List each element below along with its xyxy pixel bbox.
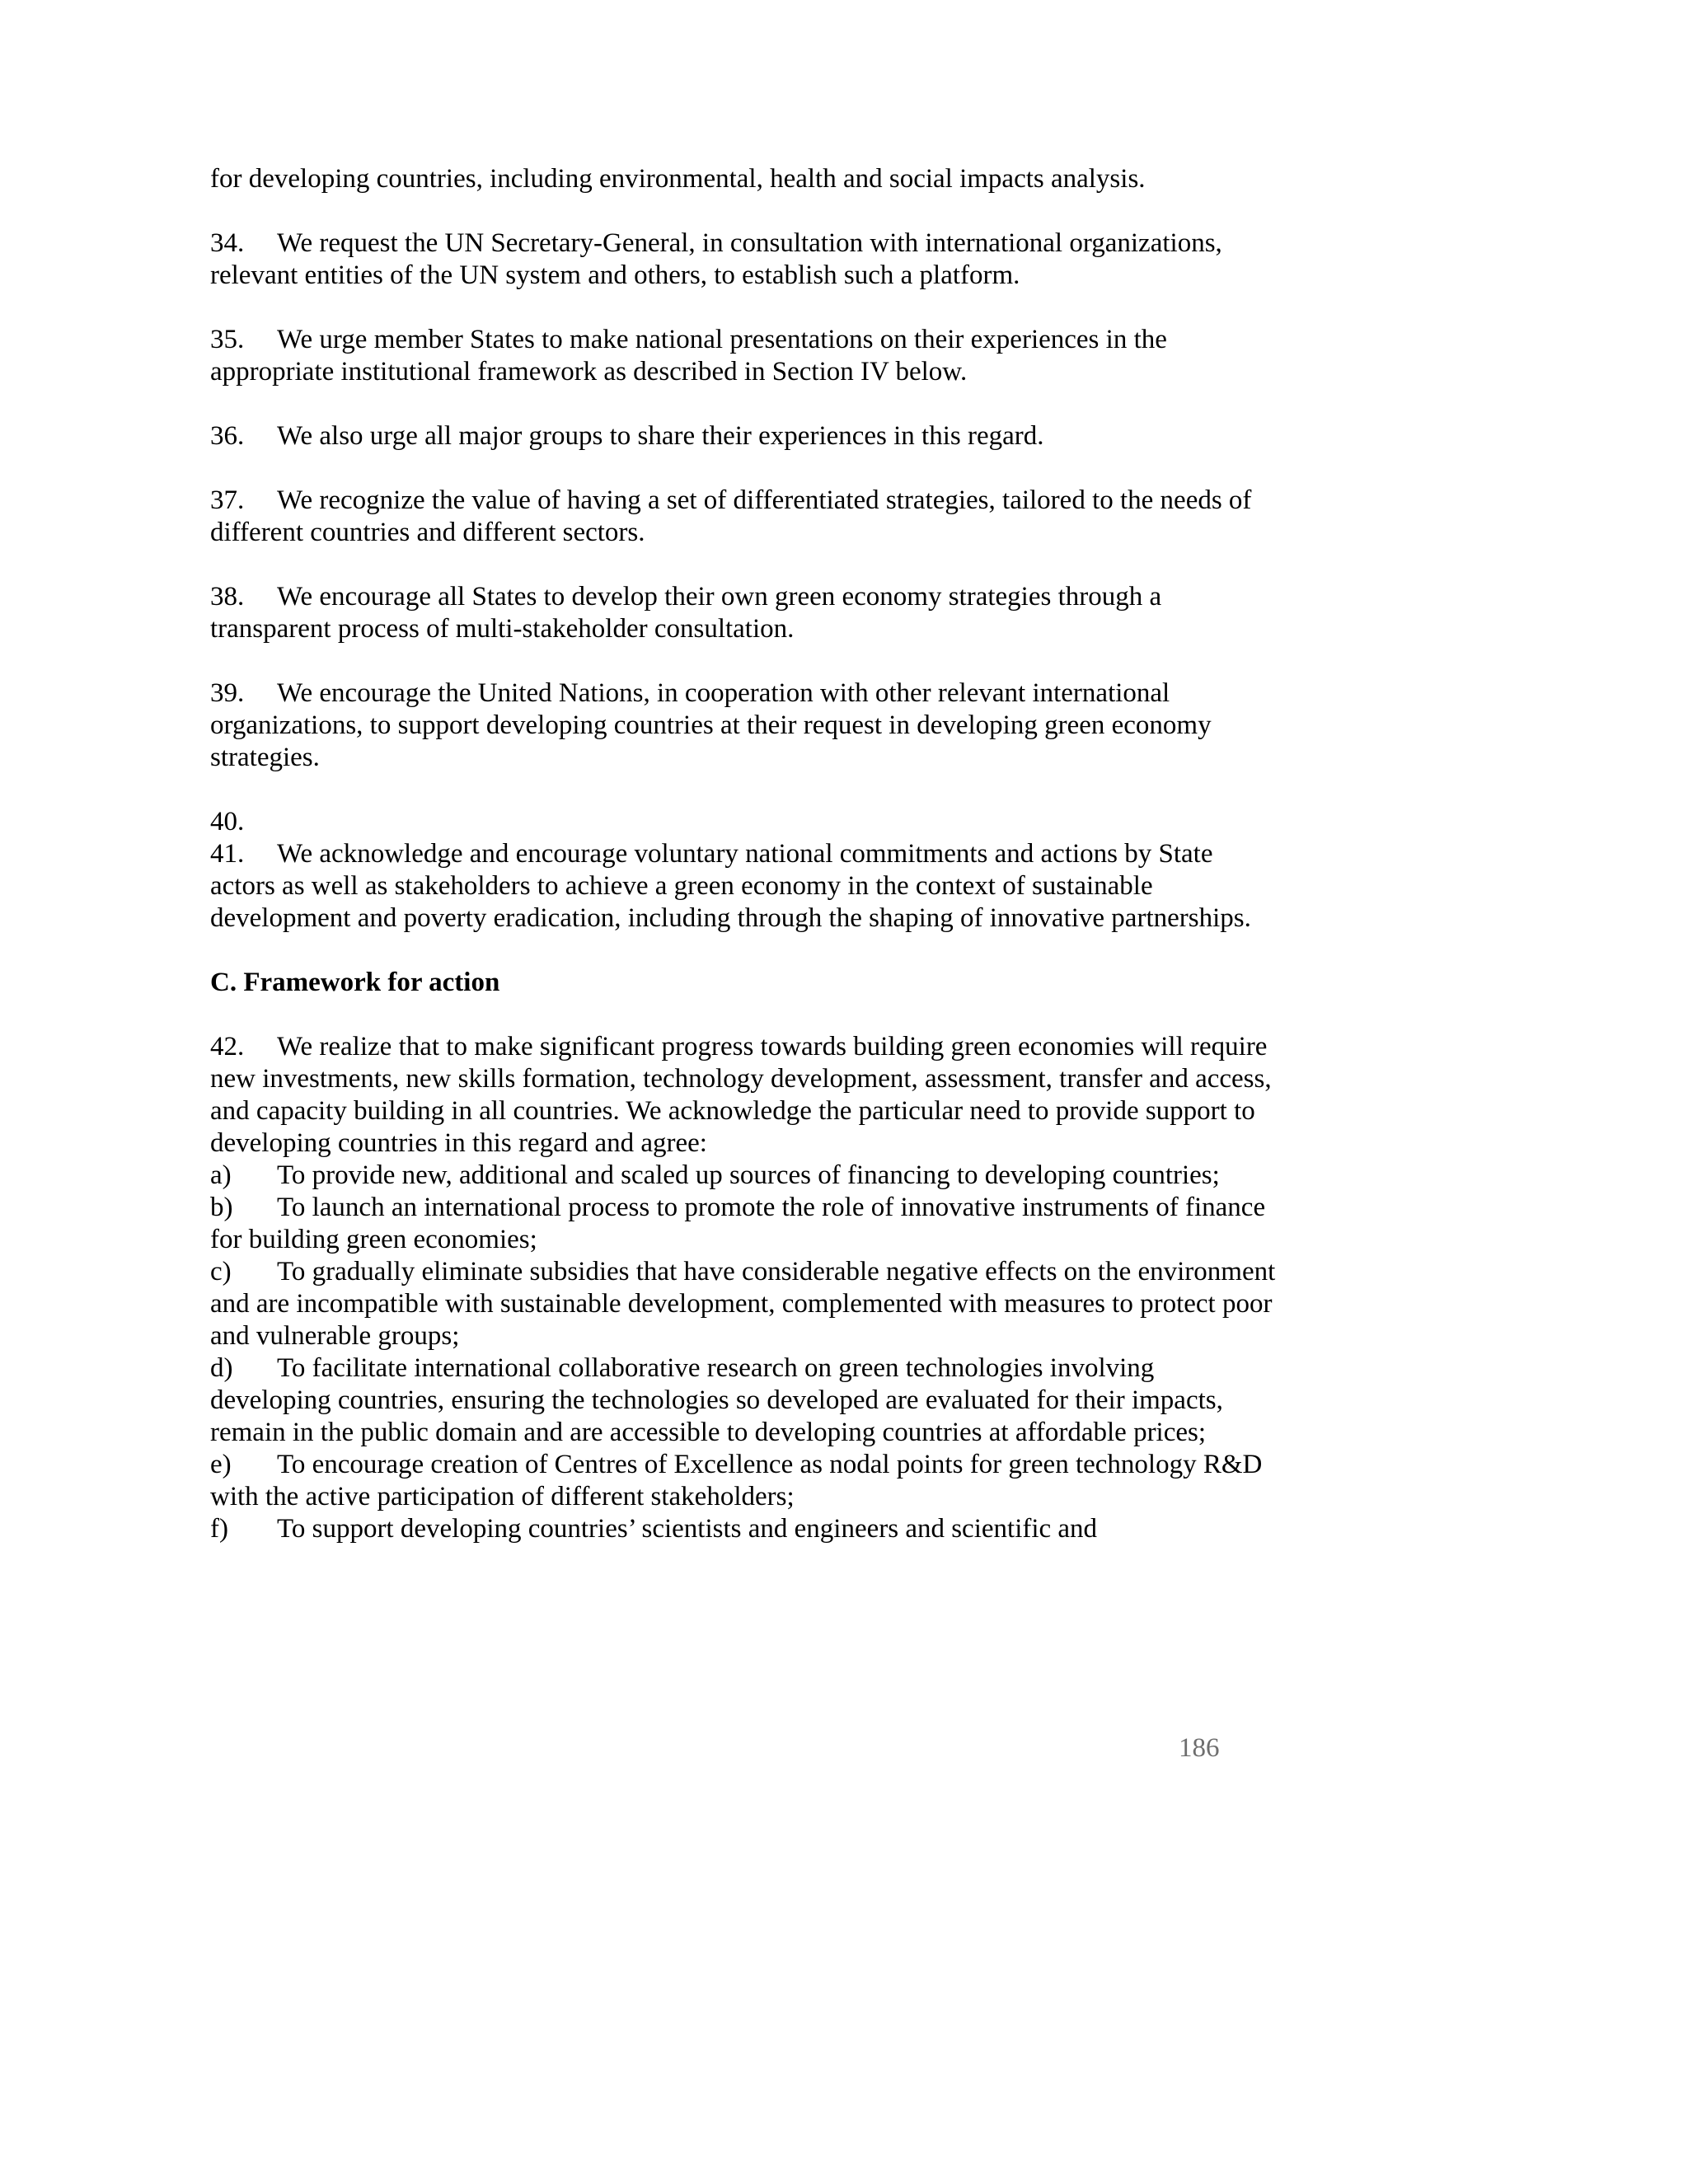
list-item-text: To support developing countries’ scientists and engineers and scientific and [277,1514,1098,1544]
list-item-label: d) [210,1353,233,1383]
paragraph-39 [210,677,1282,774]
continuation-text: for developing countries, including environmental, health and social impacts analysis. [210,164,1146,194]
document-page [210,163,1282,1545]
paragraph-number: 35. [210,325,245,354]
paragraph-37 [210,485,1282,549]
paragraph-text: We recognize the value of having a set of differentiated strategies, tailored to the needs of different countries and different sectors. [210,485,1252,547]
list-item-text: To gradually eliminate subsidies that have considerable negative effects on the environment and are incompatible with sustainable development, complemented with measures to protect poor and vulnerable groups; [210,1257,1276,1351]
paragraph-number: 39. [210,678,245,708]
section-heading: C. Framework for action [210,968,500,997]
paragraph-text: We encourage the United Nations, in cooperation with other relevant international organizations, to support developing countries at their request in developing green economy strategies. [210,678,1212,772]
paragraph-number: 38. [210,582,245,612]
list-item-c [210,1256,1282,1352]
list-item-label: b) [210,1193,233,1222]
paragraph-text: We urge member States to make national presentations on their experiences in the appropriate institutional framework as described in Section IV below. [210,325,1167,387]
list-item-text: To facilitate international collaborative research on green technologies involving developing countries, ensuring the technologies so developed are evaluated for their impacts, remain in the public domain and are accessible to developing countries at affordable prices; [210,1353,1223,1447]
list-item-text: To launch an international process to promote the role of innovative instruments of finance for building green economies; [210,1193,1266,1254]
paragraph-text: We request the UN Secretary-General, in consultation with international organizations, relevant entities of the UN system and others, to establish such a platform. [210,228,1222,290]
paragraph-text: We encourage all States to develop their own green economy strategies through a transparent process of multi-stakeholder consultation. [210,582,1162,644]
paragraph-number: 42. [210,1032,245,1062]
paragraph-text: We also urge all major groups to share their experiences in this regard. [277,421,1044,451]
paragraph-38 [210,581,1282,645]
paragraph-41 [210,838,1282,935]
paragraph-40 [210,806,1282,838]
page-number: 186 [1179,1733,1220,1763]
paragraph-number: 40. [210,807,245,837]
list-item-d [210,1352,1282,1449]
list-item-text: To encourage creation of Centres of Excellence as nodal points for green technology R&D with the active participation of different stakeholders; [210,1450,1263,1511]
paragraph-35 [210,324,1282,388]
paragraph-36 [210,420,1282,452]
list-item-text: To provide new, additional and scaled up sources of financing to developing countries; [277,1160,1220,1190]
paragraph-number: 41. [210,839,245,869]
paragraph-34 [210,227,1282,292]
list-item-label: c) [210,1257,232,1286]
paragraph-number: 36. [210,421,245,451]
list-item-b [210,1192,1282,1256]
paragraph-number: 37. [210,485,245,515]
list-item-label: a) [210,1160,232,1190]
list-item-e [210,1449,1282,1513]
list-item-label: f) [210,1514,228,1544]
paragraph-42 [210,1031,1282,1160]
list-item-label: e) [210,1450,232,1479]
list-item-f [210,1513,1282,1545]
paragraph-text: We realize that to make significant progress towards building green economies will require new investments, new skills formation, technology development, assessment, transfer and access, and capacity building in all countries. We acknowledge the particular need to provide support to developing countries in this regard and agree: [210,1032,1272,1158]
paragraph-text: We acknowledge and encourage voluntary national commitments and actions by State actors as well as stakeholders to achieve a green economy in the context of sustainable development and poverty eradication, including through the shaping of innovative partnerships. [210,839,1251,933]
list-item-a [210,1160,1282,1192]
paragraph-number: 34. [210,228,245,258]
